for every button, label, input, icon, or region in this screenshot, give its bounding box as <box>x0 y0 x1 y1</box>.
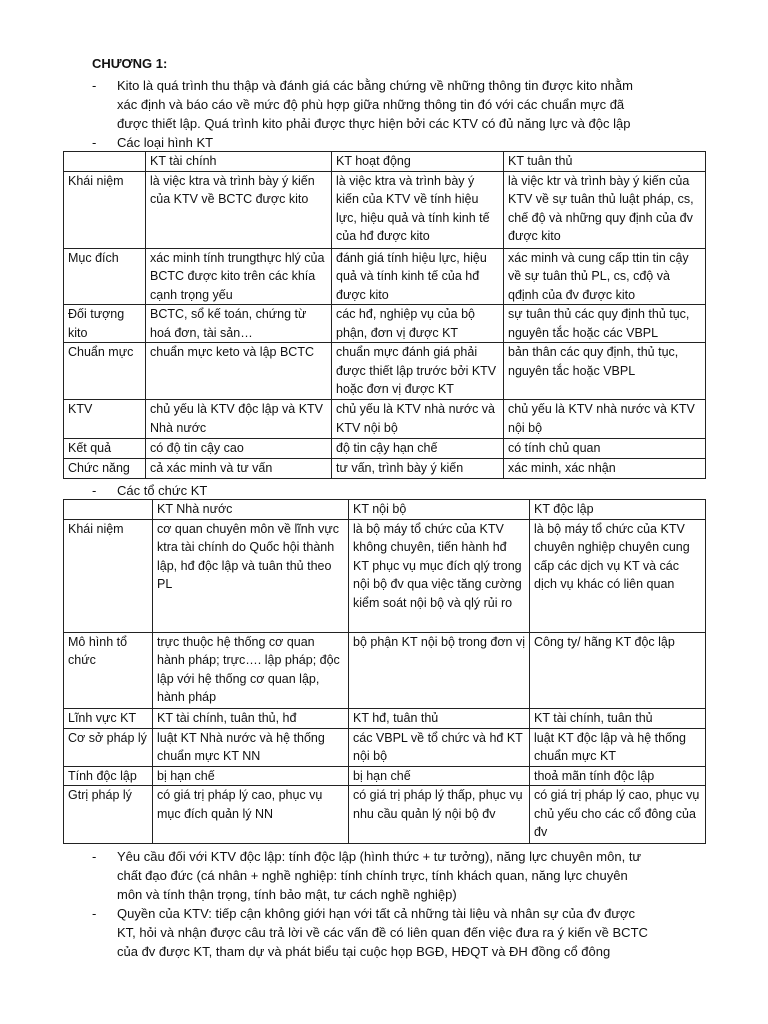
table-cell: xác minh tính trungthực hlý của BCTC được kito trên các khía cạnh trọng yếu <box>146 248 332 305</box>
bullet-dash: - <box>92 849 97 864</box>
table-header-row <box>64 152 706 172</box>
table-row-label: Mô hình tổ chức <box>64 632 153 708</box>
table-row-label: Khái niệm <box>64 171 146 248</box>
table-cell: KT hđ, tuân thủ <box>349 708 530 728</box>
table-cell: xác minh và cung cấp ttin tin cậy về sự tuân thủ PL, cs, cđộ và qđịnh của đv được kito <box>504 248 706 305</box>
rights-line: Quyền của KTV: tiếp cận không giới hạn với tất cả những tài liệu và nhân sự của đv được <box>117 906 636 921</box>
requirements-line: Yêu cầu đối với KTV độc lập: tính độc lập (hình thức + tư tưởng), năng lực chuyên môn, tư <box>117 849 642 864</box>
table-cell: là bộ máy tổ chức của KTV chuyên nghiệp chuyên cung cấp các dịch vụ KT và các dịch vụ khác có liên quan <box>530 519 706 632</box>
table-cell: có tính chủ quan <box>504 439 706 459</box>
table-cell: luật KT độc lập và hệ thống chuẩn mực KT <box>530 728 706 766</box>
rights-line: KT, hỏi và nhận được câu trả lời về các vấn đề có liên quan đến việc đưa ra ý kiến về BCTC <box>117 925 648 940</box>
rights-line: của đv được KT, tham dự và phát biểu tại cuộc họp BGĐ, HĐQT và ĐH đồng cổ đông <box>117 944 611 959</box>
table-cell: chủ yếu là KTV nhà nước và KTV nội bộ <box>332 400 504 439</box>
intro-paragraph <box>92 76 692 133</box>
table-row-label: Gtrị pháp lý <box>64 786 153 844</box>
table-row-label: Chức năng <box>64 459 146 479</box>
table-row <box>64 305 706 343</box>
bullet-dash: - <box>92 906 97 921</box>
table-cell: BCTC, sổ kế toán, chứng từ hoá đơn, tài sản… <box>146 305 332 343</box>
table-row <box>64 439 706 459</box>
table-row-label: Mục đích <box>64 248 146 305</box>
requirements-line: chất đạo đức (cá nhân + nghề nghiệp: tính chính trực, tính khách quan, năng lực chuyên <box>117 868 628 883</box>
chapter-title: CHƯƠNG 1: <box>92 56 168 71</box>
table-row <box>64 459 706 479</box>
table-header-cell: KT Nhà nước <box>153 500 349 520</box>
table-cell: các VBPL về tổ chức và hđ KT nội bộ <box>349 728 530 766</box>
table-cell: thoả mãn tính độc lập <box>530 766 706 786</box>
table-header-cell: KT nội bộ <box>349 500 530 520</box>
table-row <box>64 632 706 708</box>
table-cell: chuẩn mực keto và lập BCTC <box>146 343 332 400</box>
table-row-label: KTV <box>64 400 146 439</box>
requirements-line: môn và tính thận trọng, tính bảo mật, tư cách nghề nghiệp) <box>117 887 457 902</box>
table-cell: cơ quan chuyên môn về lĩnh vực ktra tài chính do Quốc hội thành lập, hđ độc lập và tuân thủ theo PL <box>153 519 349 632</box>
intro-line: xác định và báo cáo về mức độ phù hợp giữa những thông tin đó với các chuẩn mực đã <box>117 97 625 112</box>
table-header-row <box>64 500 706 520</box>
requirements-paragraph <box>92 847 682 904</box>
table-cell: bộ phận KT nội bộ trong đơn vị <box>349 632 530 708</box>
table-cell: là việc ktr và trình bày ý kiến của KTV về sự tuân thủ luật pháp, cs, chế độ và những quy định của đv được kito <box>504 171 706 248</box>
table-row-label: Đối tượng kito <box>64 305 146 343</box>
table-header-cell: KT độc lập <box>530 500 706 520</box>
table-row-label: Kết quả <box>64 439 146 459</box>
table-cell: chuẩn mực đánh giá phải được thiết lập trước bởi KTV hoặc đơn vị được KT <box>332 343 504 400</box>
table-header-cell <box>64 152 146 172</box>
table-row <box>64 786 706 844</box>
table-row <box>64 343 706 400</box>
bullet-dash: - <box>92 483 97 498</box>
bullet-dash: - <box>92 135 97 150</box>
intro-line: được thiết lập. Quá trình kito phải được thực hiện bởi các KTV có đủ năng lực và độc lập <box>117 116 631 131</box>
table-cell: luật KT Nhà nước và hệ thống chuẩn mực KT NN <box>153 728 349 766</box>
orgs-heading: Các tổ chức KT <box>117 483 208 498</box>
table-cell: là việc ktra và trình bày ý kiến của KTV về tính hiệu lực, hiệu quả và tính kinh tế của hđ được kito <box>332 171 504 248</box>
table-cell: các hđ, nghiệp vụ của bộ phận, đơn vị được KT <box>332 305 504 343</box>
table-row <box>64 400 706 439</box>
table-cell: là bộ máy tổ chức của KTV không chuyên, tiến hành hđ KT phục vụ mục đích qlý trong nội bộ đv qua việc tăng cường kiểm soát nội bộ và qlý rủi ro <box>349 519 530 632</box>
audit-types-table <box>63 151 706 479</box>
table-row <box>64 728 706 766</box>
table-cell: độ tin cậy hạn chế <box>332 439 504 459</box>
table-row-label: Khái niệm <box>64 519 153 632</box>
table-cell: có độ tin cậy cao <box>146 439 332 459</box>
table-cell: có giá trị pháp lý cao, phục vụ chủ yếu cho các cổ đông của đv <box>530 786 706 844</box>
table-header-cell: KT hoạt động <box>332 152 504 172</box>
table-cell: KT tài chính, tuân thủ <box>530 708 706 728</box>
table-cell: chủ yếu là KTV nhà nước và KTV nội bộ <box>504 400 706 439</box>
table-row <box>64 766 706 786</box>
table-header-cell: KT tuân thủ <box>504 152 706 172</box>
table-cell: sự tuân thủ các quy định thủ tục, nguyên tắc hoặc các VBPL <box>504 305 706 343</box>
table-cell: xác minh, xác nhận <box>504 459 706 479</box>
types-heading-item <box>92 133 492 152</box>
table-row-label: Chuẩn mực <box>64 343 146 400</box>
table-row-label: Lĩnh vực KT <box>64 708 153 728</box>
table-cell: chủ yếu là KTV độc lập và KTV Nhà nước <box>146 400 332 439</box>
table-cell: trực thuộc hệ thống cơ quan hành pháp; trực…. lập pháp; độc lập với hệ thống cơ quan lập, hành pháp <box>153 632 349 708</box>
rights-paragraph <box>92 904 682 961</box>
table-cell: là việc ktra và trình bày ý kiến của KTV về BCTC được kito <box>146 171 332 248</box>
table-header-cell: KT tài chính <box>146 152 332 172</box>
table-cell: bị hạn chế <box>153 766 349 786</box>
types-heading: Các loại hình KT <box>117 135 214 150</box>
table-cell: đánh giá tính hiệu lực, hiệu quả và tính kinh tế của hđ được kito <box>332 248 504 305</box>
table-row-label: Tính độc lập <box>64 766 153 786</box>
table-cell: bản thân các quy định, thủ tục, nguyên tắc hoặc VBPL <box>504 343 706 400</box>
table-cell: có giá trị pháp lý thấp, phục vụ nhu cầu quản lý nội bộ đv <box>349 786 530 844</box>
audit-orgs-table <box>63 499 706 844</box>
table-row <box>64 519 706 632</box>
bullet-dash: - <box>92 78 97 93</box>
intro-line: Kito là quá trình thu thập và đánh giá các bằng chứng về những thông tin được kito nhằm <box>117 78 633 93</box>
table-cell: tư vấn, trình bày ý kiến <box>332 459 504 479</box>
table-cell: KT tài chính, tuân thủ, hđ <box>153 708 349 728</box>
table-cell: bị hạn chế <box>349 766 530 786</box>
table-cell: có giá trị pháp lý cao, phục vụ mục đích quản lý NN <box>153 786 349 844</box>
orgs-heading-item <box>92 481 492 500</box>
table-cell: Công ty/ hãng KT độc lập <box>530 632 706 708</box>
table-cell: cả xác minh và tư vấn <box>146 459 332 479</box>
table-row <box>64 248 706 305</box>
table-row <box>64 708 706 728</box>
table-row-label: Cơ sở pháp lý <box>64 728 153 766</box>
table-row <box>64 171 706 248</box>
table-header-cell <box>64 500 153 520</box>
